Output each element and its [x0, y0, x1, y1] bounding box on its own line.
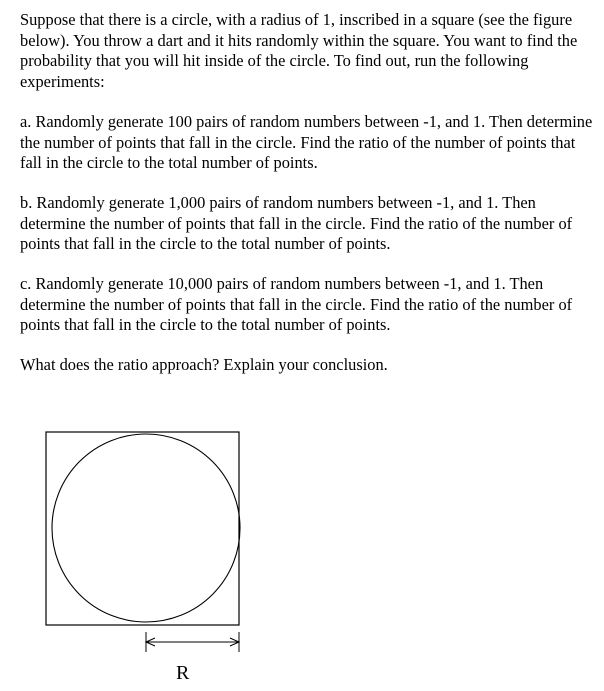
experiment-b: b. Randomly generate 1,000 pairs of random numbers between -1, and 1. Then determine the number of points that fall in the circle. Find the ratio of the number of points that fall in the circle to the total number of points. [20, 193, 573, 253]
radius-label: R [176, 662, 190, 684]
experiment-c: c. Randomly generate 10,000 pairs of random numbers between -1, and 1. Then determine the number of points that fall in the circle. Find the ratio of the number of points that fall in the circle to the total number of points. [20, 274, 573, 334]
conclusion-question: What does the ratio approach? Explain your conclusion. [20, 355, 388, 374]
inscribed-circle [52, 434, 240, 622]
intro-paragraph: Suppose that there is a circle, with a radius of 1, inscribed in a square (see the figure below). You throw a dart and it hits randomly within the square. You want to find the probability that you will hit inside of the circle. To find out, run the following experiments: [20, 10, 578, 91]
experiment-a: a. Randomly generate 100 pairs of random numbers between -1, and 1. Then determine the number of points that fall in the circle. Find the ratio of the number of points that fall in the circle to the total number of points. [20, 112, 593, 172]
